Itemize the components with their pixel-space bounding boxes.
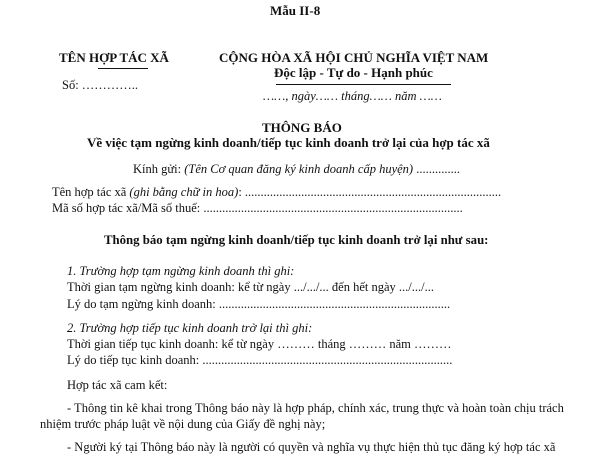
coop-name-hint: (ghi bằng chữ in hoa) [129, 185, 239, 199]
country-name: CỘNG HÒA XÃ HỘI CHỦ NGHĨA VIỆT NAM [219, 50, 489, 65]
tax-code-dots: ................................................................................... [203, 201, 463, 215]
section-heading: Thông báo tạm ngừng kinh doanh/tiếp tục kinh doanh trở lại như sau: [104, 233, 489, 247]
case1-reason-line: Lý do tạm ngừng kinh doanh: .......................................................................... [67, 297, 451, 311]
document-subtitle: Về việc tạm ngừng kinh doanh/tiếp tục kinh doanh trở lại của hợp tác xã [87, 135, 490, 150]
recipient-dots: .............. [413, 162, 460, 176]
coop-name-field [52, 185, 501, 200]
document-number: Số: ………….. [62, 78, 139, 92]
case1-heading: 1. Trường hợp tạm ngừng kinh doanh thì ghi: [67, 264, 295, 278]
commitment-item1-line1: - Thông tin kê khai trong Thông báo này là hợp pháp, chính xác, trung thực và hoàn toàn chịu trách [67, 401, 564, 415]
motto-underline [276, 84, 451, 85]
org-name: TÊN HỢP TÁC XÃ [59, 50, 169, 65]
commitment-heading: Hợp tác xã cam kết: [67, 378, 168, 392]
commitment-item1-line2: nhiệm trước pháp luật về nội dung của Giấy đề nghị này; [40, 417, 326, 431]
commitment-item2-line1: - Người ký tại Thông báo này là người có quyền và nghĩa vụ thực hiện thủ tục đăng ký hợp tác xã [67, 440, 556, 454]
recipient-label: Kính gửi: [133, 162, 185, 176]
recipient-line [133, 162, 460, 177]
tax-code-label: Mã số hợp tác xã/Mã số thuế: [52, 201, 204, 215]
coop-name-dots: : .................................................................................. [238, 185, 502, 199]
date-line: ……, ngày…… tháng…… năm …… [263, 89, 442, 103]
form-code: Mẫu II-8 [270, 3, 321, 18]
motto: Độc lập - Tự do - Hạnh phúc [274, 65, 433, 80]
case1-time-line: Thời gian tạm ngừng kinh doanh: kể từ ngày .../.../... đến hết ngày .../.../... [67, 280, 434, 294]
tax-code-field [52, 201, 463, 216]
case2-time-line: Thời gian tiếp tục kinh doanh: kể từ ngày ……… tháng ……… năm ……… [67, 337, 452, 351]
document-title: THÔNG BÁO [262, 120, 342, 135]
coop-name-label: Tên hợp tác xã [52, 185, 130, 199]
recipient-value: (Tên Cơ quan đăng ký kinh doanh cấp huyện) [184, 162, 414, 176]
case2-reason-line: Lý do tiếp tục kinh doanh: ................................................................................ [67, 353, 453, 367]
org-name-underline [98, 68, 148, 69]
case2-heading: 2. Trường hợp tiếp tục kinh doanh trở lại thì ghi: [67, 321, 313, 335]
